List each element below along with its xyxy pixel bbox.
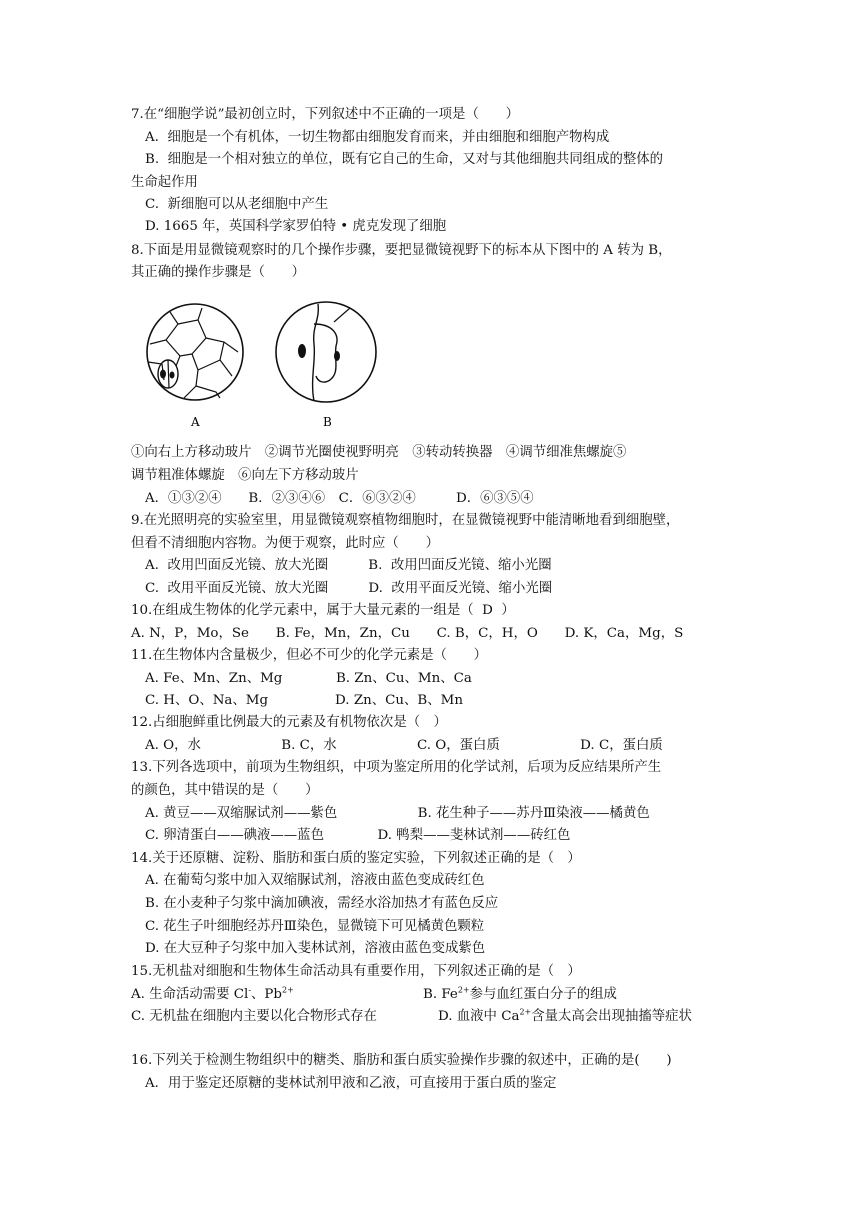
q14-option-d: D. 在大豆种子匀浆中加入斐林试剂，溶液由蓝色变成紫色 (145, 941, 486, 956)
q12-options: A. O，水 B. C，水 C. O，蛋白质 D. C，蛋白质 (145, 738, 663, 753)
q8-steps-line2: 调节粗准体螺旋 ⑥向左下方移动玻片 (131, 468, 359, 483)
q7-option-a: A. 细胞是一个有机体，一切生物都由细胞发育而来，并由细胞和细胞产物构成 (145, 130, 610, 145)
q14-stem: 14.关于还原糖、淀粉、脂肪和蛋白质的鉴定实验，下列叙述正确的是（ ） (131, 851, 581, 866)
q8-stem-line2: 其正确的操作步骤是（ ） (131, 265, 306, 280)
q15-stem: 15.无机盐对细胞和生物体生命活动具有重要作用，下列叙述正确的是（ ） (131, 964, 581, 979)
q10-options: A. N，P，Mo，Se B. Fe，Mn，Zn，Cu C. B，C，H，O D. K，Ca，Mg，S (131, 626, 684, 641)
q9-options-ab: A. 改用凹面反光镜、放大光圈 B. 改用凹面反光镜、缩小光圈 (145, 558, 552, 573)
q7-stem: 7.在“细胞学说”最初创立时，下列叙述中不正确的一项是（ ） (131, 107, 520, 122)
q15-option-b (423, 986, 617, 1004)
q14-option-c: C. 花生子叶细胞经苏丹Ⅲ染色，显微镜下可见橘黄色颗粒 (145, 919, 485, 934)
microscope-field-b (276, 302, 376, 402)
q14-option-a: A. 在葡萄匀浆中加入双缩脲试剂，溶液由蓝色变成砖红色 (145, 873, 485, 888)
calcium-charge: 2+ (519, 1007, 532, 1017)
q9-options-cd: C. 改用平面反光镜、放大光圈 D. 改用平面反光镜、缩小光圈 (145, 581, 553, 596)
q7-option-b-line1: B. 细胞是一个相对独立的单位，既有它自己的生命，又对与其他细胞共同组成的整体的 (145, 152, 664, 167)
figure-b-label: B (323, 415, 332, 429)
microscope-figures (140, 300, 400, 435)
q13-options-cd: C. 卵清蛋白——碘液——蓝色 D. 鸭梨——斐林试剂——砖红色 (145, 828, 571, 843)
q9-stem-line2: 但看不清细胞内容物。为便于观察，此时应（ ） (131, 536, 439, 551)
microscope-field-a (147, 304, 243, 400)
q11-options-cd: C. H、O、Na、Mg D. Zn、Cu、B、Mn (145, 693, 463, 708)
q8-steps-line1: ①向右上方移动玻片 ②调节光圈使视野明亮 ③转动转换器 ④调节细准焦螺旋⑤ (131, 445, 627, 460)
q10-stem: 10.在组成生物体的化学元素中，属于大量元素的一组是（ D ） (131, 603, 515, 618)
q13-options-ab: A. 黄豆——双缩脲试剂——紫色 B. 花生种子——苏丹Ⅲ染液——橘黄色 (145, 806, 650, 821)
q15-option-d (438, 1008, 692, 1026)
q13-stem-line1: 13.下列各选项中，前项为生物组织，中项为鉴定所用的化学试剂，后项为反应结果所产生 (131, 760, 662, 775)
q15-option-b-text2: 参与血红蛋白分子的组成 (469, 987, 617, 1002)
q11-options-ab: A. Fe、Mn、Zn、Mg B. Zn、Cu、Mn、Ca (145, 671, 472, 686)
q13-stem-line2: 的颜色，其中错误的是（ ） (131, 783, 319, 798)
figure-a-label: A (191, 415, 200, 429)
q15-option-a-text2: 、Pb (251, 987, 282, 1002)
q15-option-c: C. 无机盐在细胞内主要以化合物形式存在 (131, 1009, 377, 1024)
q8-stem-line1: 8.下面是用显微镜观察时的几个操作步骤，要把显微镜视野下的标本从下图中的 A 转为 B， (131, 243, 672, 258)
q12-stem: 12.占细胞鲜重比例最大的元素及有机物依次是（ ） (131, 715, 447, 730)
q15-option-d-text: D. 血液中 Ca (438, 1009, 520, 1024)
q7-option-b-line2: 生命起作用 (131, 175, 198, 190)
q8-options: A．①③②④ B．②③④⑥ C．⑥③②④ D．⑥③⑤④ (145, 491, 534, 506)
q9-stem-line1: 9.在光照明亮的实验室里，用显微镜观察植物细胞时，在显微镜视野中能清晰地看到细胞壁， (131, 513, 680, 528)
iron-charge: 2+ (457, 985, 470, 995)
q7-option-d: D. 1665 年，英国科学家罗伯特 • 虎克发现了细胞 (145, 219, 447, 234)
q15-option-d-text2: 含量太高会出现抽搐等症状 (531, 1009, 692, 1024)
q15-option-a (131, 986, 294, 1004)
q16-option-a: A．用于鉴定还原糖的斐林试剂甲液和乙液，可直接用于蛋白质的鉴定 (145, 1076, 557, 1091)
q15-option-b-text: B. Fe (423, 987, 458, 1002)
q11-stem: 11.在生物体内含量极少，但必不可少的化学元素是（ ） (131, 648, 488, 663)
q7-option-c: C. 新细胞可以从老细胞中产生 (145, 197, 329, 212)
q14-option-b: B. 在小麦种子匀浆中滴加碘液，需经水浴加热才有蓝色反应 (145, 896, 499, 911)
q15-option-a-text: A. 生命活动需要 Cl (131, 987, 249, 1002)
lead-charge: 2+ (282, 985, 294, 995)
q16-stem: 16.下列关于检测生物组织中的糖类、脂肪和蛋白质实验操作步骤的叙述中，正确的是( ) (131, 1053, 672, 1068)
chloride-charge: - (248, 985, 252, 995)
